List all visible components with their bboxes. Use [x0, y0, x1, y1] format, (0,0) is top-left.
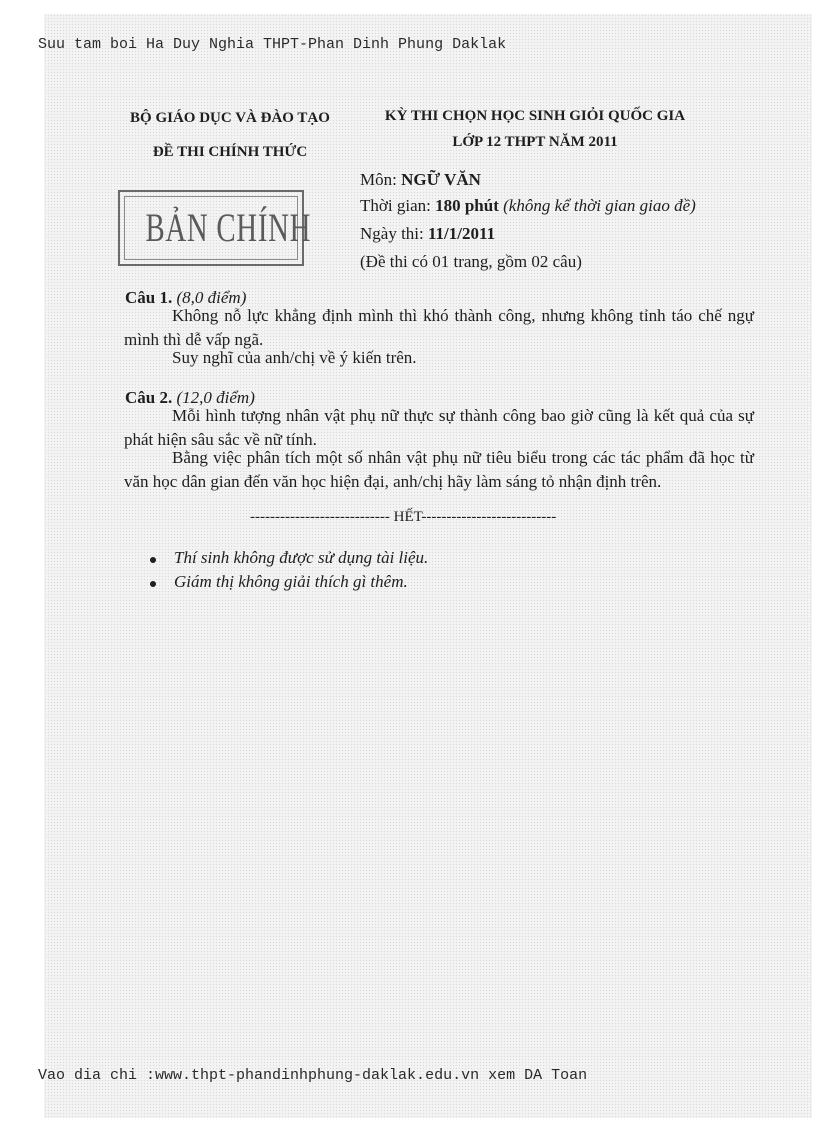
exam-grade: LỚP 12 THPT NĂM 2011 — [452, 134, 618, 150]
notes-list — [140, 548, 428, 596]
note-text: Giám thị không giải thích gì thêm. — [174, 572, 408, 591]
question-2-text: Mỗi hình tượng nhân vật phụ nữ thực sự thành công bao giờ cũng là kết quả của sự phát hiện sâu sắc về nữ tính. — [124, 406, 754, 449]
official-exam-label: ĐỀ THI CHÍNH THỨC — [152, 144, 308, 160]
question-2-task: Bằng việc phân tích một số nhân vật phụ nữ tiêu biểu trong các tác phẩm đã học từ văn học dân gian đến văn học hiện đại, anh/chị hãy làm sáng tỏ nhận định trên. — [124, 448, 754, 491]
page-footer-note: Vao dia chi :www.thpt-phandinhphung-daklak.edu.vn xem DA Toan — [38, 1067, 588, 1084]
page-count-note: (Đề thi có 01 trang, gồm 02 câu) — [360, 252, 582, 271]
page-header-note: Suu tam boi Ha Duy Nghia THPT-Phan Dinh Phung Daklak — [38, 36, 507, 53]
question-1-text: Không nỗ lực khẳng định mình thì khó thành công, nhưng không tỉnh táo chế ngự mình thì dễ vấp ngã. — [124, 306, 754, 349]
time-line — [360, 196, 696, 216]
subject-label: Môn: — [360, 170, 402, 189]
question-1-points: (8,0 điểm) — [172, 288, 247, 307]
time-label: Thời gian: — [360, 196, 436, 215]
question-2-label: Câu 2. — [125, 388, 173, 407]
bullet-icon — [150, 581, 156, 587]
stamp-text: BẢN CHÍNH — [145, 205, 312, 250]
note-item — [140, 548, 428, 572]
date-value: 11/1/2011 — [428, 224, 496, 243]
subject-line — [360, 170, 481, 190]
question-1-label: Câu 1. — [125, 288, 173, 307]
note-item — [140, 572, 428, 596]
time-note: (không kể thời gian giao đề) — [498, 196, 696, 215]
question-2-points: (12,0 điểm) — [172, 388, 255, 407]
ministry-name: BỘ GIÁO DỤC VÀ ĐÀO TẠO — [130, 110, 330, 126]
end-marker: ---------------------------- HẾT--------------------------- — [250, 509, 557, 525]
ban-chinh-stamp — [118, 190, 312, 266]
question-1-task: Suy nghĩ của anh/chị về ý kiến trên. — [172, 348, 417, 367]
subject-value: NGỮ VĂN — [401, 170, 481, 189]
exam-title: KỲ THI CHỌN HỌC SINH GIỎI QUỐC GIA — [384, 108, 686, 124]
date-line — [360, 224, 495, 244]
bullet-icon — [150, 557, 156, 563]
date-label: Ngày thi: — [360, 224, 428, 243]
note-text: Thí sinh không được sử dụng tài liệu. — [174, 548, 429, 567]
time-value: 180 phút — [435, 196, 499, 215]
